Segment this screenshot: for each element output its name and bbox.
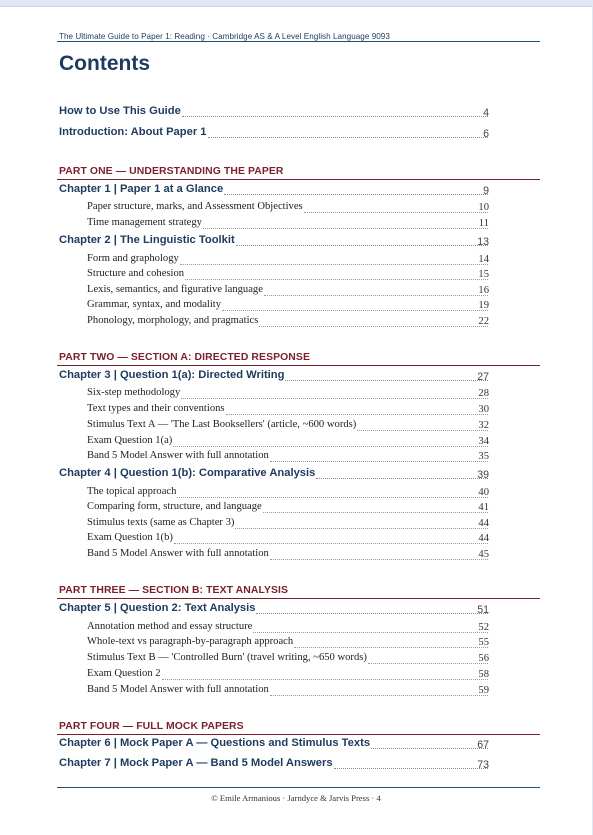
toc-section[interactable]	[87, 299, 489, 315]
leader-dots	[316, 478, 488, 479]
leader-dots	[256, 613, 488, 614]
toc-entry-label: Structure and cohesion	[87, 268, 185, 279]
toc-page-number: 13	[477, 236, 489, 248]
toc-entry-label: Lexis, semantics, and figurative language	[87, 284, 263, 295]
toc-page-number: 9	[483, 185, 489, 197]
toc-section[interactable]	[87, 636, 489, 652]
toc-entry-label: Stimulus Text A — 'The Last Booksellers' (article, ~600 words)	[87, 419, 357, 430]
toc-page-number: 32	[478, 420, 489, 431]
toc-entry-label: Six-step methodology	[87, 387, 181, 398]
leader-dots	[162, 679, 488, 680]
toc-entry-label: Paper structure, marks, and Assessment Objectives	[87, 201, 303, 212]
leader-dots	[177, 497, 488, 498]
leader-dots	[222, 310, 488, 311]
header-rule	[57, 41, 540, 42]
toc-chapter-2[interactable]	[59, 234, 489, 250]
toc-section[interactable]	[87, 419, 489, 435]
toc-section[interactable]	[87, 268, 489, 284]
toc-entry-label: Chapter 7 | Mock Paper A — Band 5 Model Answers	[59, 757, 333, 769]
leader-dots	[173, 446, 488, 447]
leader-dots	[180, 264, 488, 265]
toc-page-number: 56	[478, 653, 489, 664]
toc-entry-how-to-use[interactable]	[59, 105, 489, 121]
leader-dots	[224, 194, 488, 195]
toc-page-number: 45	[478, 549, 489, 560]
leader-dots	[270, 695, 488, 696]
toc-entry-label: Comparing form, structure, and language	[87, 501, 262, 512]
leader-dots	[259, 326, 488, 327]
leader-dots	[304, 212, 488, 213]
leader-dots	[174, 543, 488, 544]
leader-dots	[181, 398, 488, 399]
toc-chapter-7[interactable]	[59, 757, 489, 773]
leader-dots	[270, 461, 488, 462]
toc-page-number: 16	[478, 285, 489, 296]
toc-entry-label: Exam Question 2	[87, 668, 161, 679]
toc-section[interactable]	[87, 217, 489, 233]
toc-page-number: 51	[477, 604, 489, 616]
footer-rule	[57, 787, 540, 788]
toc-entry-label: Chapter 4 | Question 1(b): Comparative Analysis	[59, 467, 316, 479]
toc-page-number: 15	[478, 269, 489, 280]
leader-dots	[264, 295, 488, 296]
toc-page-number: 22	[478, 316, 489, 327]
leader-dots	[253, 632, 488, 633]
toc-entry-label: Band 5 Model Answer with full annotation	[87, 684, 269, 695]
toc-section[interactable]	[87, 435, 489, 451]
toc-entry-label: Text types and their conventions	[87, 403, 225, 414]
leader-dots	[208, 137, 488, 138]
toc-entry-label: Chapter 5 | Question 2: Text Analysis	[59, 602, 256, 614]
toc-entry-label: Stimulus Text B — 'Controlled Burn' (travel writing, ~650 words)	[87, 652, 367, 663]
toc-section[interactable]	[87, 621, 489, 637]
leader-dots	[263, 512, 488, 513]
toc-section[interactable]	[87, 387, 489, 403]
leader-dots	[285, 380, 488, 381]
toc-page-number: 34	[478, 436, 489, 447]
toc-page-number: 14	[478, 254, 489, 265]
toc-section[interactable]	[87, 652, 489, 668]
leader-dots	[182, 116, 488, 117]
leader-dots	[203, 228, 488, 229]
part-rule	[57, 179, 540, 180]
leader-dots	[334, 768, 488, 769]
toc-section[interactable]	[87, 532, 489, 548]
toc-section[interactable]	[87, 284, 489, 300]
page-title: Contents	[59, 52, 150, 75]
toc-page-number: 44	[478, 518, 489, 529]
toc-section[interactable]	[87, 517, 489, 533]
running-header: The Ultimate Guide to Paper 1: Reading · Cambridge AS & A Level English Language 9093	[59, 32, 390, 41]
toc-chapter-4[interactable]	[59, 467, 489, 483]
toc-entry-label: Chapter 2 | The Linguistic Toolkit	[59, 234, 235, 246]
leader-dots	[270, 559, 488, 560]
toc-page-number: 19	[478, 300, 489, 311]
toc-section[interactable]	[87, 403, 489, 419]
toc-section[interactable]	[87, 548, 489, 564]
toc-page-number: 11	[478, 218, 489, 229]
part-rule	[57, 734, 540, 735]
part-rule	[57, 598, 540, 599]
part-heading: PART FOUR — FULL MOCK PAPERS	[59, 721, 244, 732]
toc-entry-label: Introduction: About Paper 1	[59, 126, 207, 138]
toc-entry-label: Exam Question 1(b)	[87, 532, 173, 543]
toc-page-number: 39	[477, 469, 489, 481]
toc-entry-label: Band 5 Model Answer with full annotation	[87, 548, 269, 559]
part-rule	[57, 365, 540, 366]
toc-entry-label: Chapter 6 | Mock Paper A — Questions and Stimulus Texts	[59, 737, 371, 749]
toc-page-number: 28	[478, 388, 489, 399]
toc-entry-label: How to Use This Guide	[59, 105, 181, 117]
leader-dots	[236, 245, 488, 246]
toc-entry-label: Band 5 Model Answer with full annotation	[87, 450, 269, 461]
toc-page-number: 35	[478, 451, 489, 462]
part-heading: PART TWO — SECTION A: DIRECTED RESPONSE	[59, 352, 310, 363]
toc-section[interactable]	[87, 501, 489, 517]
toc-section[interactable]	[87, 253, 489, 269]
toc-entry-label: Whole-text vs paragraph-by-paragraph approach	[87, 636, 294, 647]
leader-dots	[226, 414, 488, 415]
toc-entry-introduction[interactable]	[59, 126, 489, 142]
page-footer: © Emile Armanious · Jarndyce & Jarvis Press · 4	[211, 793, 381, 803]
toc-section[interactable]	[87, 486, 489, 502]
toc-entry-label: Time management strategy	[87, 217, 202, 228]
document-page	[0, 6, 592, 835]
toc-chapter-6[interactable]	[59, 737, 489, 753]
toc-page-number: 44	[478, 533, 489, 544]
toc-page-number: 30	[478, 404, 489, 415]
toc-entry-label: Stimulus texts (same as Chapter 3)	[87, 517, 235, 528]
toc-page-number: 6	[483, 128, 489, 140]
toc-entry-label: Form and graphology	[87, 253, 179, 264]
toc-entry-label: Phonology, morphology, and pragmatics	[87, 315, 259, 326]
toc-chapter-5[interactable]	[59, 602, 489, 618]
toc-entry-label: Chapter 3 | Question 1(a): Directed Writing	[59, 369, 285, 381]
toc-page-number: 67	[477, 739, 489, 751]
toc-page-number: 59	[478, 685, 489, 696]
toc-page-number: 4	[483, 107, 489, 119]
leader-dots	[185, 279, 488, 280]
toc-section[interactable]	[87, 668, 489, 684]
toc-section[interactable]	[87, 315, 489, 331]
toc-page-number: 58	[478, 669, 489, 680]
toc-section[interactable]	[87, 684, 489, 700]
part-heading: PART THREE — SECTION B: TEXT ANALYSIS	[59, 585, 289, 596]
toc-page-number: 40	[478, 487, 489, 498]
toc-page-number: 10	[478, 202, 489, 213]
toc-page-number: 41	[478, 502, 489, 513]
toc-entry-label: Grammar, syntax, and modality	[87, 299, 222, 310]
toc-page-number: 27	[477, 371, 489, 383]
leader-dots	[357, 430, 488, 431]
part-heading: PART ONE — UNDERSTANDING THE PAPER	[59, 166, 284, 177]
toc-entry-label: Exam Question 1(a)	[87, 435, 173, 446]
toc-chapter-1[interactable]	[59, 183, 489, 199]
toc-entry-label: The topical approach	[87, 486, 177, 497]
leader-dots	[294, 647, 488, 648]
leader-dots	[235, 528, 488, 529]
toc-entry-label: Annotation method and essay structure	[87, 621, 253, 632]
toc-page-number: 55	[478, 637, 489, 648]
toc-page-number: 73	[477, 759, 489, 771]
toc-section[interactable]	[87, 450, 489, 466]
toc-entry-label: Chapter 1 | Paper 1 at a Glance	[59, 183, 224, 195]
toc-page-number: 52	[478, 622, 489, 633]
toc-section[interactable]	[87, 201, 489, 217]
toc-chapter-3[interactable]	[59, 369, 489, 385]
